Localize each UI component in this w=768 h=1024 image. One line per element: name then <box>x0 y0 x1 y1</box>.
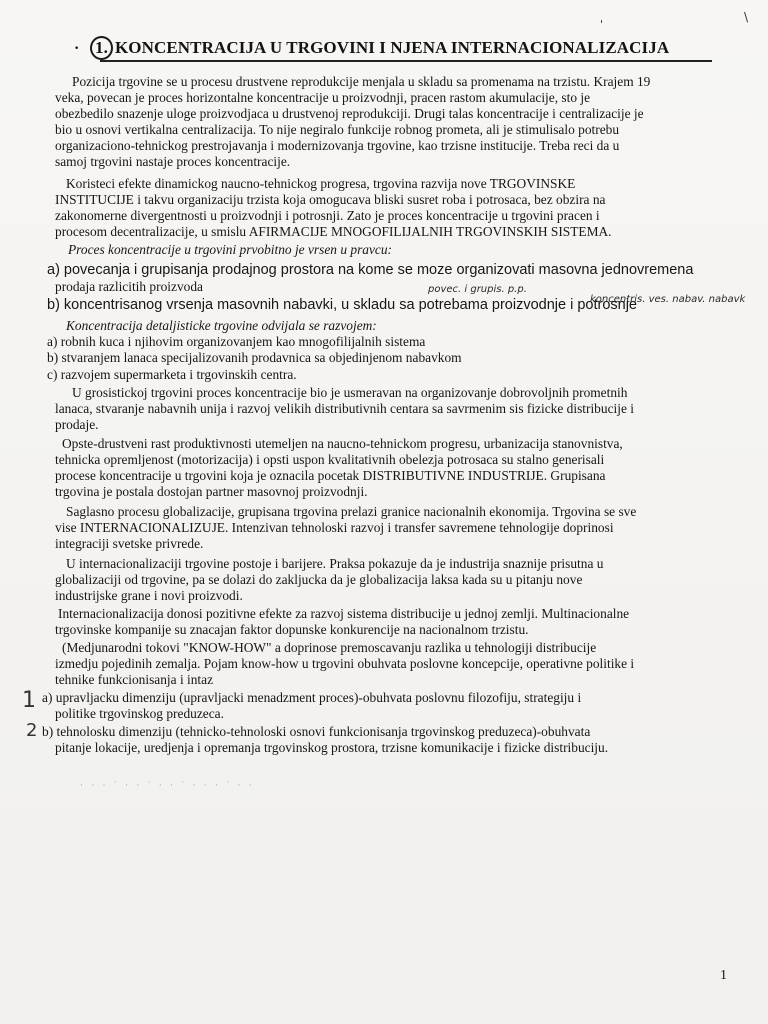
paragraph-line: U grosistickoj trgovini proces koncentracije bio je usmeravan na organizovanje dobrovoljnih prometnih <box>72 385 628 400</box>
paragraph-line: tehnicka opremljenost (motorizacija) i opsti uspon kvalitativnih obelezja potrosaca su stalno generisali <box>55 452 605 467</box>
paragraph-line: trgovina je postala dostojan partner masovnoj proizvodnji. <box>55 484 368 499</box>
paragraph-line: INSTITUCIJE i takvu organizaciju trzista koja omogucava bliski susret roba i potrosaca, bez obzira na <box>55 192 606 207</box>
list-item-continued: prodaja razlicitih proizvoda <box>55 279 203 294</box>
paragraph-line: Internacionalizacija donosi pozitivne efekte za razvoj sistema distribucije u jednoj zemlji. Multinacionalne <box>58 606 630 621</box>
paragraph-line: procese koncentracije u trgovini koja je oznacila pocetak DISTRIBUTIVNE INDUSTRIJE. Grupisana <box>55 468 606 483</box>
list-item-continued: pitanje lokacije, uredjenja i opremanja trgovinskog prostora, trzisne komunikacije i fizicke distribuciju. <box>55 740 609 755</box>
paragraph-line: procesom decentralizacije, u smislu AFIRMACIJE MNOGOFILIJALNIH TRGOVINSKIH SISTEMA. <box>55 224 612 239</box>
paragraph-line: Koncentracija detaljisticke trgovine odvijala se razvojem: <box>66 318 377 333</box>
bullet-dot: · <box>74 40 80 57</box>
corner-mark: \ <box>744 10 749 24</box>
paragraph-line: veka, povecan je proces horizontalne koncentracije u proizvodnji, pracen rastom akumulacije, sto je <box>55 90 591 105</box>
handwritten-number-mark: 2 <box>26 720 38 741</box>
paragraph-line: prodaje. <box>55 417 99 432</box>
paragraph-line: Saglasno procesu globalizacije, grupisana trgovina prelazi granice nacionalnih ekonomija. Trgovina se sve <box>66 504 637 519</box>
page-title <box>90 36 669 60</box>
paragraph-line: obezbedilo snazenje uloge proizvodjaca u drustvenoj reprodukciji. Drugi talas koncentracije i centralizacije je <box>55 106 644 121</box>
handwritten-note: koncentris. ves. nabav. nabavk <box>590 294 746 305</box>
list-item: c) razvojem supermarketa i trgovinskih centra. <box>47 367 297 382</box>
paragraph-line: trgovinske kompanije su znacajan faktor dopunske konkurencije na nacionalnom trzistu. <box>55 622 529 637</box>
paragraph-line: izmedju pojedinih zemalja. Pojam know-how u trgovini obuhvata poslovne koncepcije, operativne politike i <box>55 656 635 671</box>
list-item: a) upravljacku dimenziju (upravljacki menadzment proces)-obuhvata poslovnu filozofiju, strategiju i <box>42 690 582 705</box>
page-number: 1 <box>720 968 727 983</box>
handwritten-number-mark: 1 <box>22 688 36 713</box>
paragraph-line: organizaciono-tehnickog prestrojavanja i modernizovanja trgovine, kao trzisne institucije. Treba reci da u <box>55 138 620 153</box>
paragraph-line: Proces koncentracije u trgovini prvobitno je vrsen u pravcu: <box>68 242 393 257</box>
list-item: a) povecanja i grupisanja prodajnog prostora na kome se moze organizovati masovna jednovremena <box>47 262 694 278</box>
paragraph-line: zakonomerne divergentnosti u proizvodnji i potrosnji. Zato je proces koncentracije u trgovini pracen i <box>55 208 600 223</box>
paragraph-line: bio u osnovi vertikalna centralizacija. To nije negiralo funkcije robnog prometa, ali je stimulisalo potrebu <box>55 122 620 137</box>
title-underline <box>100 60 712 62</box>
paragraph-line: Pozicija trgovine se u procesu drustvene reprodukcije menjala u skladu sa promenama na trzistu. Krajem 19 <box>72 74 651 89</box>
list-item: b) tehnolosku dimenziju (tehnicko-tehnoloski osnovi funkcionisanja trgovinskog preduzeca)-obuhvata <box>42 724 591 739</box>
title-text: KONCENTRACIJA U TRGOVINI I NJENA INTERNACIONALIZACIJA <box>114 38 670 57</box>
pen-tick: ' <box>600 18 604 31</box>
handwritten-note: povec. i grupis. p.p. <box>428 284 527 295</box>
paragraph-line: globalizaciji od trgovine, pa se dolazi do zakljucka da je globalizacija laksa kada su u pitanju nove <box>55 572 583 587</box>
paragraph-line: lanaca, stvaranje nabavnih unija i razvoj velikih distributivnih centara sa savrmenim sis fizicke distribucije i <box>55 401 634 416</box>
paragraph-line: integraciji svetske privrede. <box>55 536 204 551</box>
paragraph-line: vise INTERNACIONALIZUJE. Intenzivan tehnoloski razvoj i transfer savremene tehnologije doprinosi <box>55 520 614 535</box>
paragraph-line: samoj trgovini nastaje proces koncentracije. <box>55 154 291 169</box>
paragraph-line: tehnike funkcionisanja i intaz <box>55 672 214 687</box>
scan-specks: · · · ˙ · · ˙ · · ˙ · · · ˙ · · <box>80 780 255 790</box>
list-item: b) koncentrisanog vrsenja masovnih nabavki, u skladu sa potrebama proizvodnje i potrosnje <box>47 297 637 313</box>
paragraph-line: industrijske grane i novi proizvodi. <box>55 588 243 603</box>
paragraph-line: (Medjunarodni tokovi "KNOW-HOW" a doprinose premoscavanju razlika u tehnologiji distribucije <box>62 640 597 655</box>
list-item: b) stvaranjem lanaca specijalizovanih prodavnica sa objedinjenom nabavkom <box>47 350 462 365</box>
paragraph-line: U internacionalizaciji trgovine postoje i barijere. Praksa pokazuje da je industrija snaznije prisutna u <box>66 556 604 571</box>
paragraph-line: Opste-drustveni rast produktivnosti utemeljen na naucno-tehnickom progresu, urbanizacija stanovnistva, <box>62 436 623 451</box>
paragraph-line: Koristeci efekte dinamickog naucno-tehnickog progresa, trgovina razvija nove TRGOVINSKE <box>66 176 576 191</box>
list-item: a) robnih kuca i njihovim organizovanjem kao mnogofilijalnih sistema <box>47 334 426 349</box>
title-number-circle: 1. <box>90 36 113 60</box>
list-item-continued: politike trgovinskog preduzeca. <box>55 706 224 721</box>
